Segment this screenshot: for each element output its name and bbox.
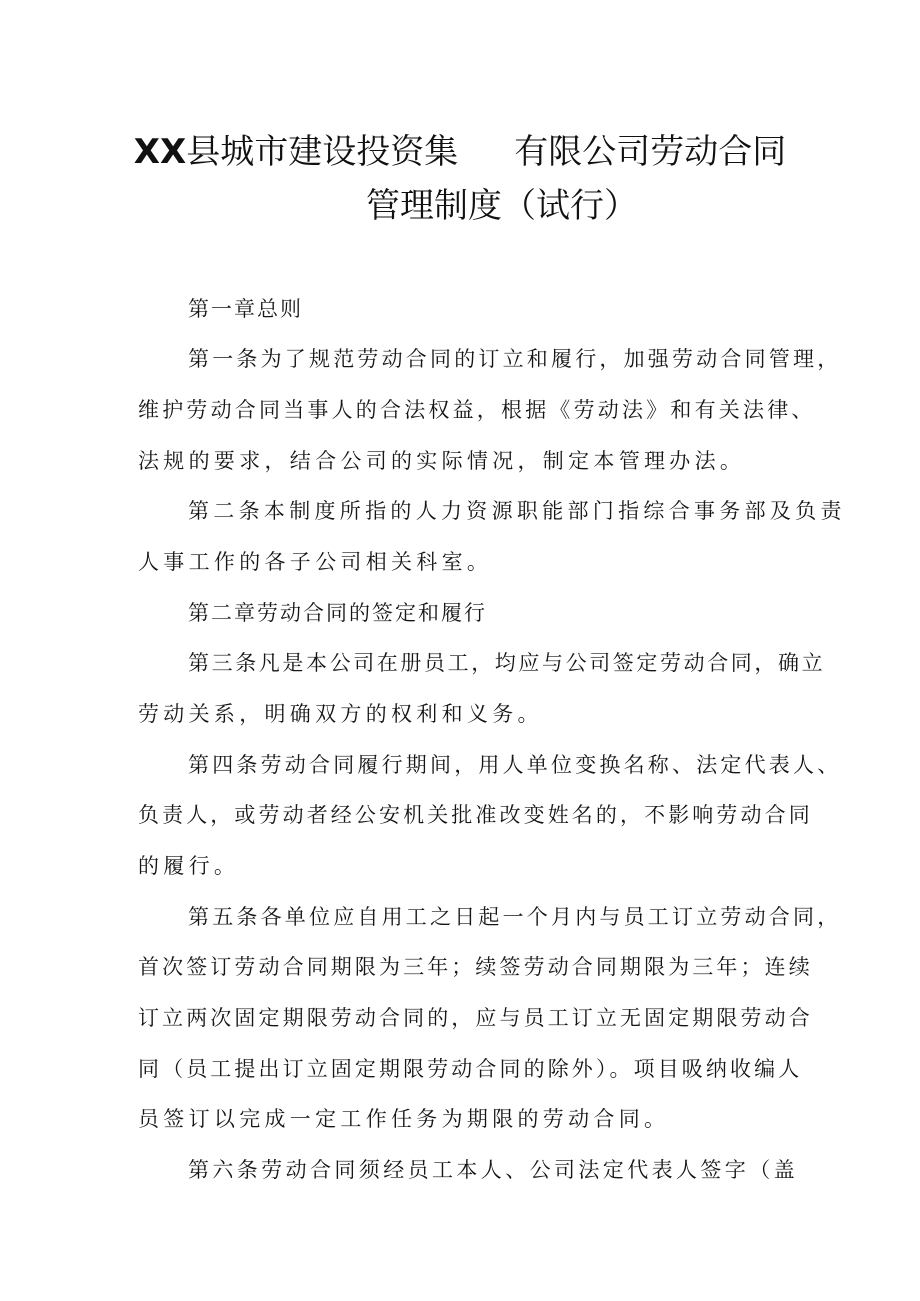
- article-5-line-3: 订立两次固定期限劳动合同的，应与员工订立无固定期限劳动合: [138, 1006, 813, 1030]
- title-company-part-2: 有限公司劳动合同: [514, 132, 787, 172]
- document-title-line-2: 管理制度（试行）: [366, 186, 638, 226]
- article-2-line-1: 第二条本制度所指的人力资源职能部门指综合事务部及负责: [188, 499, 846, 523]
- article-1-line-3: 法规的要求，结合公司的实际情况，制定本管理办法。: [138, 449, 746, 473]
- article-4-line-3: 的履行。: [138, 854, 240, 878]
- article-4-line-2: 负责人，或劳动者经公安机关批准改变姓名的，不影响劳动合同: [138, 803, 813, 827]
- document-title-line-1: [0, 132, 920, 172]
- article-5-line-2: 首次签订劳动合同期限为三年；续签劳动合同期限为三年；连续: [138, 955, 813, 979]
- chapter-1-heading: 第一章总则: [188, 297, 303, 321]
- title-county-placeholder: XX: [133, 132, 187, 172]
- article-4-line-1: 第四条劳动合同履行期间，用人单位变换名称、法定代表人、: [188, 753, 842, 777]
- article-6-line-1: 第六条劳动合同须经员工本人、公司法定代表人签字（盖: [188, 1158, 798, 1182]
- title-company-part-1: 县城市建设投资集: [186, 132, 459, 172]
- article-5-line-4: 同（员工提出订立固定期限劳动合同的除外）。项目吸纳收编人: [138, 1057, 803, 1081]
- article-1-line-1: 第一条为了规范劳动合同的订立和履行，加强劳动合同管理，: [188, 347, 842, 371]
- article-3-line-2: 劳动关系，明确双方的权利和义务。: [138, 702, 543, 726]
- article-5-line-5: 员签订以完成一定工作任务为期限的劳动合同。: [138, 1107, 670, 1131]
- article-1-line-2: 维护劳动合同当事人的合法权益，根据《劳动法》和有关法律、: [138, 398, 816, 422]
- article-5-line-1: 第五条各单位应自用工之日起一个月内与员工订立劳动合同，: [188, 905, 842, 929]
- article-3-line-1: 第三条凡是本公司在册员工，均应与公司签定劳动合同，确立: [188, 651, 826, 675]
- chapter-2-heading: 第二章劳动合同的签定和履行: [188, 601, 487, 625]
- article-2-line-2: 人事工作的各子公司相关科室。: [138, 550, 493, 574]
